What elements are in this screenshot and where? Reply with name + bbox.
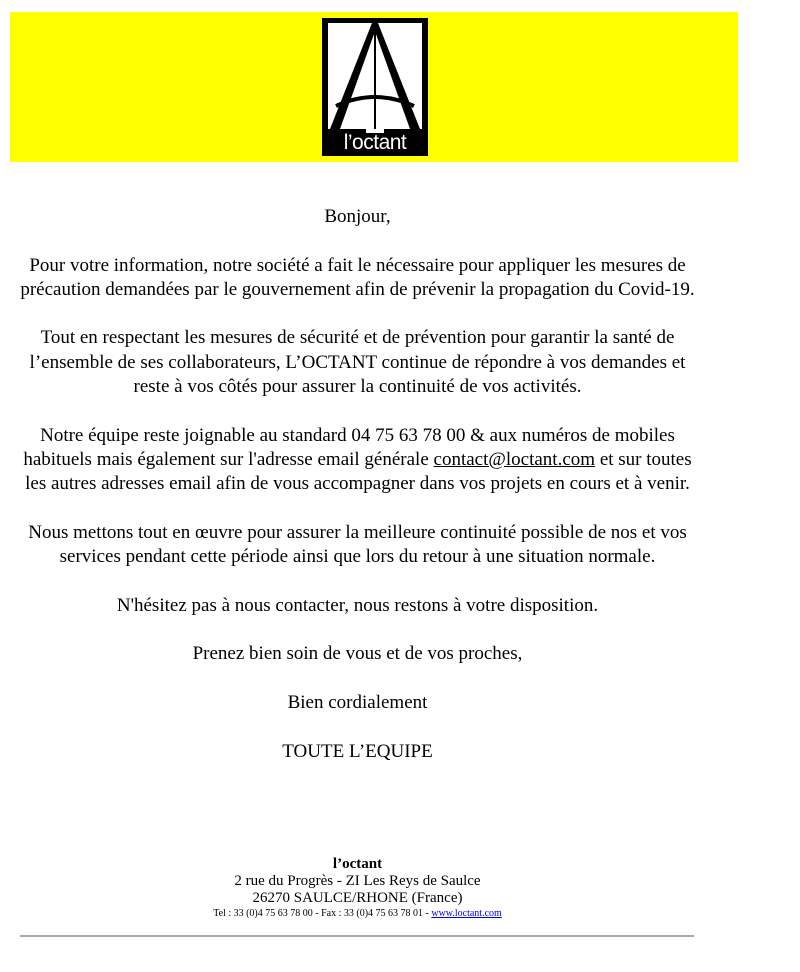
footer-divider [20,935,694,937]
company-logo [322,18,428,156]
footer-address-street: 2 rue du Progrès - ZI Les Reys de Saulce [234,873,481,889]
paragraph-precaution: Pour votre information, notre société a fait le nécessaire pour appliquer les mesures de précaution demandées par le gouvernement afin de prévenir la propagation du Covid-19. [20,254,695,300]
greeting: Bonjour, [324,206,391,227]
closing: Bien cordialement [287,691,428,713]
paragraph-care: Prenez bien soin de vous et de vos proches, [192,643,523,665]
paragraph-contact [16,424,699,497]
footer-phone-fax: Tel : 33 (0)4 75 63 78 00 - Fax : 33 (0)4 75 63 78 01 - [213,908,432,919]
paragraph-safety: Tout en respectant les mesures de sécurité et de prévention pour garantir la santé de l’ensemble de ses collaborateurs, L’OCTANT continue de répondre à vos demandes et reste à vos côtés pour assurer la continuité de vos activités. [29,327,686,398]
footer-company-name: l’octant [332,856,383,872]
footer-address-city: 26270 SAULCE/RHONE (France) [252,890,463,906]
footer-contact-line [16,907,699,921]
contact-text-after: et sur toutes les autres adresses email afin de vous accompagner dans vos projets en cours et à venir. [25,448,692,495]
logo-wordmark: l’octant [343,131,407,154]
email-link[interactable]: contact@loctant.com [433,448,596,470]
contact-text-before: Notre équipe reste joignable au standard 04 75 63 78 00 & aux numéros de mobiles habituels mais également sur l'adresse email générale [23,424,675,470]
paragraph-continuity: Nous mettons tout en œuvre pour assurer la meilleure continuité possible de nos et vos services pendant cette période ainsi que lors du retour à une situation normale. [28,521,687,568]
website-link[interactable]: www.loctant.com [431,908,502,919]
signature: TOUTE L’EQUIPE [282,740,433,762]
footer [16,856,699,921]
paragraph-availability: N'hésitez pas à nous contacter, nous restons à votre disposition. [116,594,599,616]
message-body [16,205,699,788]
